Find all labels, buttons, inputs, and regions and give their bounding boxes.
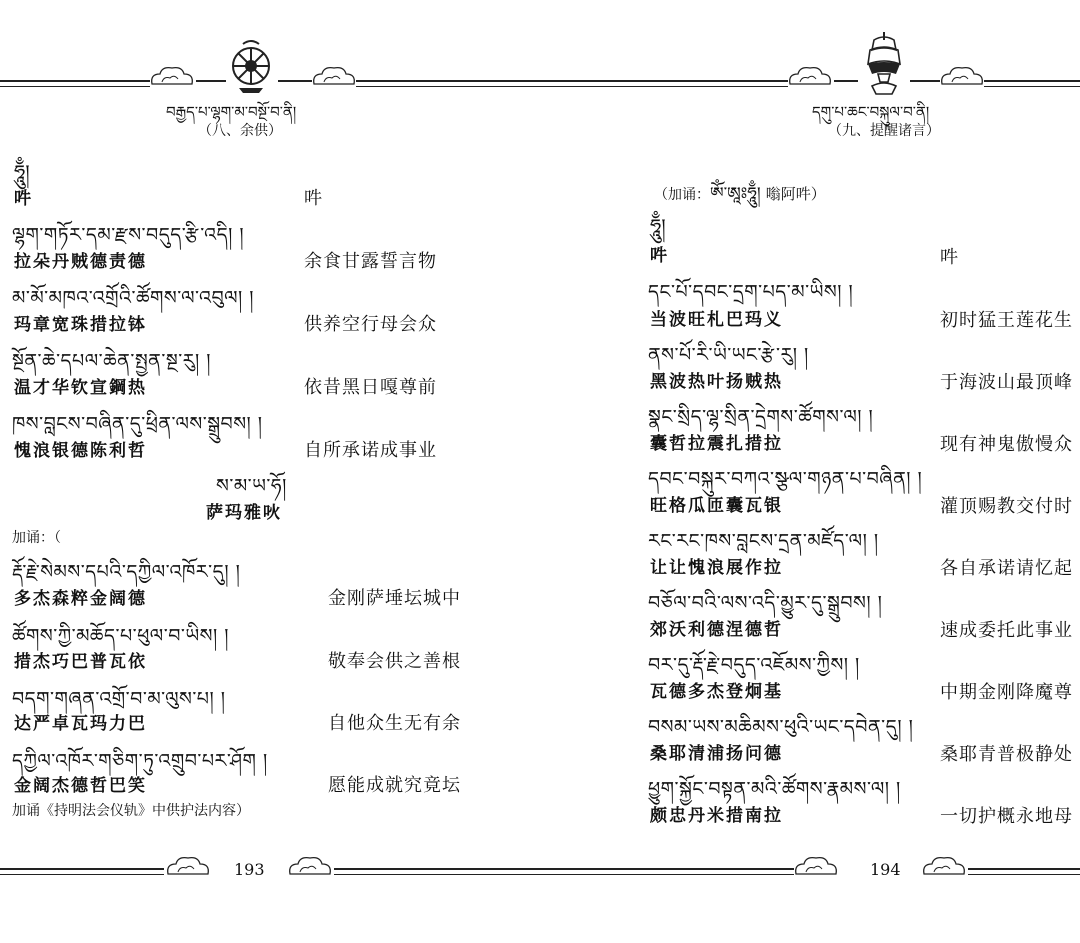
verse-chinese: 灌顶赐教交付时	[940, 496, 1073, 517]
hum-translation: 吽	[304, 188, 323, 209]
section-title-chinese: （九、提醒诸言）	[828, 123, 940, 139]
header-rule-left	[540, 80, 788, 82]
page-number: 193	[234, 860, 265, 879]
verse-tibetan: དཀྱིལ་འཁོར་གཅིག་ཏུ་འགྲུབ་པར་ཤོག །	[12, 750, 268, 772]
cloud-ornament-icon	[920, 854, 968, 880]
verse-chinese: 于海波山最顶峰	[940, 372, 1073, 393]
footer-rule-left-thin	[540, 874, 794, 875]
verse-phonetic: 让让愧浪展作拉	[650, 558, 783, 578]
mantra-phonetic: 萨玛雅吙	[206, 503, 282, 523]
hum-phonetic: 吽	[650, 246, 669, 266]
hum-phonetic: 吽	[14, 189, 33, 209]
verse-chinese: 敬奉会供之善根	[328, 651, 461, 672]
footer-rule-left	[540, 868, 794, 870]
section-title-tibetan: དགུ་པ་ཆང་བསྐུལ་བ་ནི།	[812, 103, 930, 121]
recite-chinese: 嗡阿吽）	[765, 185, 826, 203]
verse-tibetan: བདག་གཞན་འགྲོ་བ་མ་ལུས་པ། །	[12, 688, 226, 710]
verse-tibetan: བསམ་ཡས་མཆིམས་ཕུའི་ཡང་དབེན་དུ། །	[648, 716, 914, 738]
recite-prefix: （加诵：	[654, 187, 710, 203]
verse-chinese: 各自承诺请忆起	[940, 558, 1073, 579]
verse-tibetan: སྣང་སྲིད་ལྷ་སྲིན་དྲེགས་ཚོགས་ལ། །	[648, 406, 874, 428]
verse-chinese: 依昔黑日嘎尊前	[304, 377, 437, 398]
header-rule-right-thin	[356, 86, 540, 87]
verse-tibetan: རང་རང་ཁས་བླངས་དྲན་མཛོད་ལ། །	[648, 530, 879, 552]
right-page	[540, 0, 1080, 943]
verse-phonetic: 黑波热叶扬贼热	[650, 372, 783, 392]
verse-phonetic: 玛章宽珠措拉钵	[14, 315, 147, 335]
recite-label: 加诵：（	[12, 530, 61, 546]
footer-rule-right	[334, 868, 540, 870]
cloud-ornament-icon	[286, 854, 334, 880]
header-rule-mid	[834, 80, 858, 82]
header-rule-left-thin	[0, 86, 150, 87]
hum-translation: 吽	[940, 247, 959, 268]
cloud-ornament-icon	[792, 854, 840, 880]
verse-tibetan: ནས་པོ་རི་ཡི་ཡང་རྩེ་རུ། །	[648, 344, 809, 366]
recite-line	[654, 174, 826, 222]
verse-phonetic: 桑耶清浦扬问德	[650, 744, 783, 764]
verse-phonetic: 温才华钦宣鋼热	[14, 378, 147, 398]
verse-phonetic: 郊沃利德涅德哲	[650, 620, 783, 640]
seed-syllable: ཧཱུྃ།	[14, 160, 30, 184]
header-rule-mid	[196, 80, 226, 82]
section-title-tibetan: བརྒྱད་པ་ལྷག་མ་བསྔོ་བ་ནི།	[166, 103, 297, 121]
footer-rule-right-thin	[334, 874, 540, 875]
footnote: 加诵《持明法会仪轨》中供护法内容）	[12, 803, 250, 819]
cloud-ornament-icon	[938, 64, 986, 90]
cloud-ornament-icon	[310, 64, 358, 90]
verse-tibetan: དབང་བསྐུར་བཀའ་སྩལ་གཉན་པ་བཞིན། །	[648, 468, 923, 490]
verse-tibetan: བཅོལ་བའི་ལས་འདི་མྱུར་དུ་སྒྲུབས། །	[648, 592, 883, 614]
verse-phonetic: 金阔杰德哲巴笑	[14, 776, 147, 796]
verse-chinese: 一切护概永地母	[940, 806, 1073, 827]
dharma-wheel-icon	[225, 38, 277, 94]
verse-phonetic: 瓦德多杰登炯基	[650, 682, 783, 702]
cloud-ornament-icon	[148, 64, 196, 90]
header-rule-mid2	[910, 80, 940, 82]
victory-banner-icon	[858, 30, 910, 96]
verse-chinese: 现有神鬼傲慢众	[940, 434, 1073, 455]
verse-chinese: 初时猛王莲花生	[940, 310, 1073, 331]
section-title-chinese: （八、余供）	[198, 123, 282, 139]
verse-chinese: 愿能成就究竟坛	[328, 775, 461, 796]
verse-tibetan: ཚོགས་ཀྱི་མཆོད་པ་ཕུལ་བ་ཡིས། །	[12, 625, 229, 647]
cloud-ornament-icon	[786, 64, 834, 90]
header-rule-mid2	[278, 80, 312, 82]
footer-rule-left	[0, 868, 164, 870]
verse-chinese: 自所承诺成事业	[304, 440, 437, 461]
verse-chinese: 速成委托此事业	[940, 620, 1073, 641]
verse-chinese: 桑耶青普极静处	[940, 744, 1073, 765]
verse-phonetic: 颇忠丹米措南拉	[650, 806, 783, 826]
verse-chinese: 余食甘露誓言物	[304, 251, 437, 272]
footer-rule-right	[968, 868, 1080, 870]
verse-tibetan: དང་པོ་དབང་དྲག་པད་མ་ཡིས། །	[648, 281, 854, 303]
header-rule-left-thin	[540, 86, 788, 87]
mantra-tibetan: ས་མ་ཡ་ཧོ།	[216, 475, 287, 497]
verse-chinese: 金刚萨埵坛城中	[328, 588, 461, 609]
verse-chinese: 自他众生无有余	[328, 713, 461, 734]
recite-tibetan: ཨོཾ་ཨཱཿཧཱུྃ།	[710, 184, 761, 204]
header-rule-right-thin	[984, 86, 1080, 87]
verse-chinese: 供养空行母会众	[304, 314, 437, 335]
verse-tibetan: ཕྱུག་སྐྱོང་བསྟན་མའི་ཚོགས་རྣམས་ལ། །	[648, 778, 901, 800]
verse-phonetic: 达严卓瓦玛力巴	[14, 714, 147, 734]
header-rule-right	[984, 80, 1080, 82]
verse-tibetan: ལྷག་གཏོར་དམ་རྫས་བདུད་རྩི་འདི། །	[12, 224, 245, 246]
verse-chinese: 中期金刚降魔尊	[940, 682, 1073, 703]
header-rule-left	[0, 80, 150, 82]
verse-phonetic: 囊哲拉震扎措拉	[650, 434, 783, 454]
page-number: 194	[870, 860, 901, 879]
seed-syllable: ཧཱུྃ།	[650, 214, 666, 238]
verse-tibetan: སྔོན་ཆེ་དཔལ་ཆེན་སྤྱན་སྔ་རུ། །	[12, 350, 211, 372]
footer-rule-right-thin	[968, 874, 1080, 875]
verse-phonetic: 旺格瓜匝囊瓦银	[650, 496, 783, 516]
verse-tibetan: ཁས་བླངས་བཞིན་དུ་ཕྲིན་ལས་སྒྲུབས། །	[12, 413, 263, 435]
verse-tibetan: རྡོ་རྗེ་སེམས་དཔའི་དཀྱིལ་འཁོར་དུ། །	[12, 561, 241, 583]
verse-phonetic: 拉朵丹贼德责德	[14, 252, 147, 272]
footer-rule-left-thin	[0, 874, 164, 875]
cloud-ornament-icon	[164, 854, 212, 880]
verse-phonetic: 愧浪银德陈利哲	[14, 441, 147, 461]
verse-phonetic: 多杰森粹金阔德	[14, 589, 147, 609]
verse-phonetic: 当波旺札巴玛义	[650, 310, 783, 330]
verse-tibetan: བར་དུ་རྡོ་རྗེ་བདུད་འཇོམས་ཀྱིས། །	[648, 654, 860, 676]
verse-phonetic: 措杰巧巴普瓦依	[14, 652, 147, 672]
verse-tibetan: མ་མོ་མཁའ་འགྲོའི་ཚོགས་ལ་འབུལ། །	[12, 287, 255, 309]
header-rule-right	[356, 80, 540, 82]
